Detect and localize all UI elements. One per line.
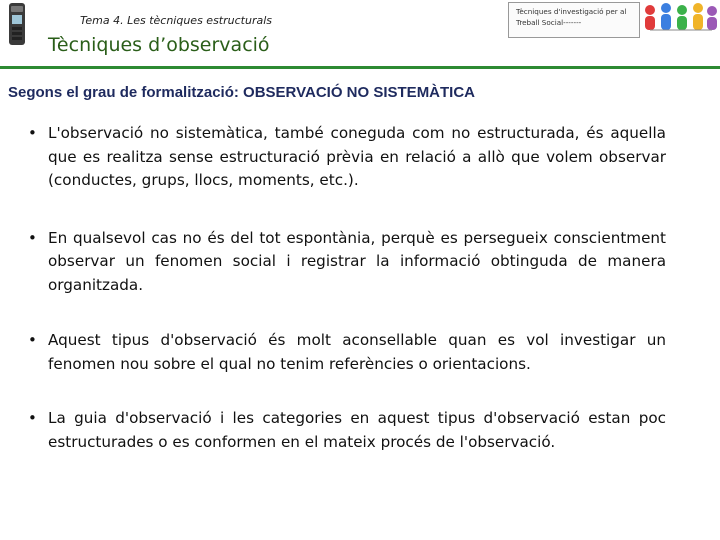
- list-item: [26, 407, 666, 454]
- page-title: Tècniques d’observació: [48, 34, 270, 56]
- people-network-icon: [640, 0, 720, 36]
- section-subtitle: Segons el grau de formalització: OBSERVACIÓ NO SISTEMÀTICA: [8, 84, 476, 101]
- list-item: [26, 329, 666, 376]
- module-label: Tècniques d'investigació per al Treball Social-------: [516, 7, 627, 27]
- bullet-text: La guia d'observació i les categories en aquest tipus d'observació estan poc estructurades o es conformen en el mateix procés de l'observació.: [48, 409, 666, 451]
- voice-recorder-icon: [4, 2, 30, 46]
- bullet-icon: •: [28, 409, 37, 427]
- bullet-text: Aquest tipus d'observació és molt aconsellable quan es vol investigar un fenomen nou sobre el qual no tenim referències o orientacions.: [48, 331, 666, 373]
- bullet-icon: •: [28, 228, 37, 247]
- bullet-list: [26, 122, 666, 454]
- list-item: [26, 227, 666, 298]
- bullet-text: L'observació no sistemàtica, també coneguda com no estructurada, és aquella que es realitza sense estructuració prèvia en relació a allò que volem observar (conductes, grups, llocs, moments, etc.).: [48, 124, 666, 189]
- list-item: [26, 122, 666, 193]
- bullet-icon: •: [28, 331, 37, 349]
- chapter-label: Tema 4. Les tècniques estructurals: [80, 14, 272, 27]
- bullet-icon: •: [28, 124, 37, 142]
- title-divider: [0, 66, 720, 69]
- bullet-text: En qualsevol cas no és del tot espontània, perquè es persegueix conscientment observar un fenomen social i registrar la informació obtinguda de manera organitzada.: [48, 228, 666, 294]
